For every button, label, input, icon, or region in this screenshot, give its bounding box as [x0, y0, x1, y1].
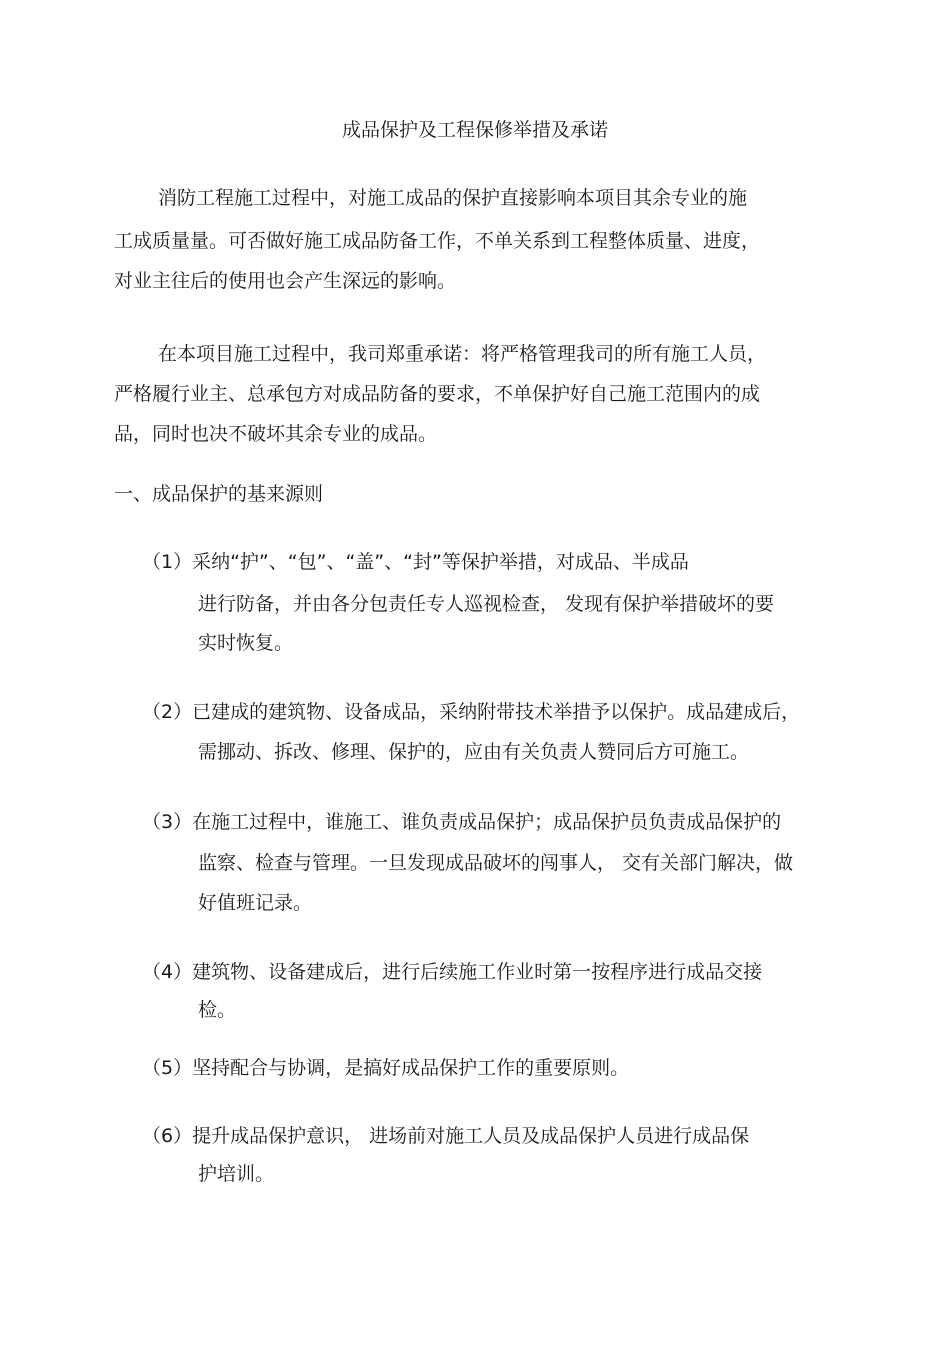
item-5-line-1: （5）坚持配合与协调，是搞好成品保护工作的重要原则。: [142, 1057, 630, 1079]
section-heading: 一、成品保护的基来源则: [114, 483, 324, 505]
intro-p2-line-3: 品，同时也决不破坏其余专业的成品。: [114, 423, 438, 445]
intro-p2-line-2: 严格履行业主、总承包方对成品防备的要求，不单保护好自己施工范围内的成: [114, 383, 761, 405]
intro-p2-line-1: 在本项目施工过程中，我司郑重承诺：将严格管理我司的所有施工人员，: [158, 343, 767, 365]
intro-p1-line-3: 对业主往后的使用也会产生深远的影响。: [114, 270, 457, 292]
intro-p1-line-1: 消防工程施工过程中，对施工成品的保护直接影响本项目其余专业的施: [158, 187, 748, 209]
item-3-line-3: 好值班记录。: [198, 892, 313, 914]
item-6-line-2: 护培训。: [198, 1163, 275, 1185]
item-6-line-1: （6）提升成品保护意识， 进场前对施工人员及成品保护人员进行成品保: [142, 1125, 750, 1147]
document-title: 成品保护及工程保修举措及承诺: [341, 119, 608, 141]
item-1-line-2: 进行防备，并由各分包责任专人巡视检查， 发现有保护举措破坏的要: [198, 593, 775, 615]
item-3-line-2: 监察、检查与管理。一旦发现成品破坏的闯事人， 交有关部门解决，做: [198, 852, 794, 874]
item-3-line-1: （3）在施工过程中，谁施工、谁负责成品保护；成品保护员负责成品保护的: [142, 811, 782, 833]
item-2-line-1: （2）已建成的建筑物、设备成品，采纳附带技术举措予以保护。成品建成后，: [142, 701, 801, 723]
item-4-line-2: 检。: [198, 999, 237, 1021]
item-2-line-2: 需挪动、拆改、修理、保护的，应由有关负责人赞同后方可施工。: [198, 741, 750, 763]
intro-p1-line-2: 工成质量量。可否做好施工成品防备工作，不单关系到工程整体质量、进度，: [114, 230, 761, 252]
item-1-line-3: 实时恢复。: [198, 632, 294, 654]
item-4-line-1: （4）建筑物、设备建成后，进行后续施工作业时第一按程序进行成品交接: [142, 961, 763, 983]
item-1-line-1: （1）采纳“护”、“包”、“盖”、“封”等保护举措，对成品、半成品: [142, 551, 689, 573]
